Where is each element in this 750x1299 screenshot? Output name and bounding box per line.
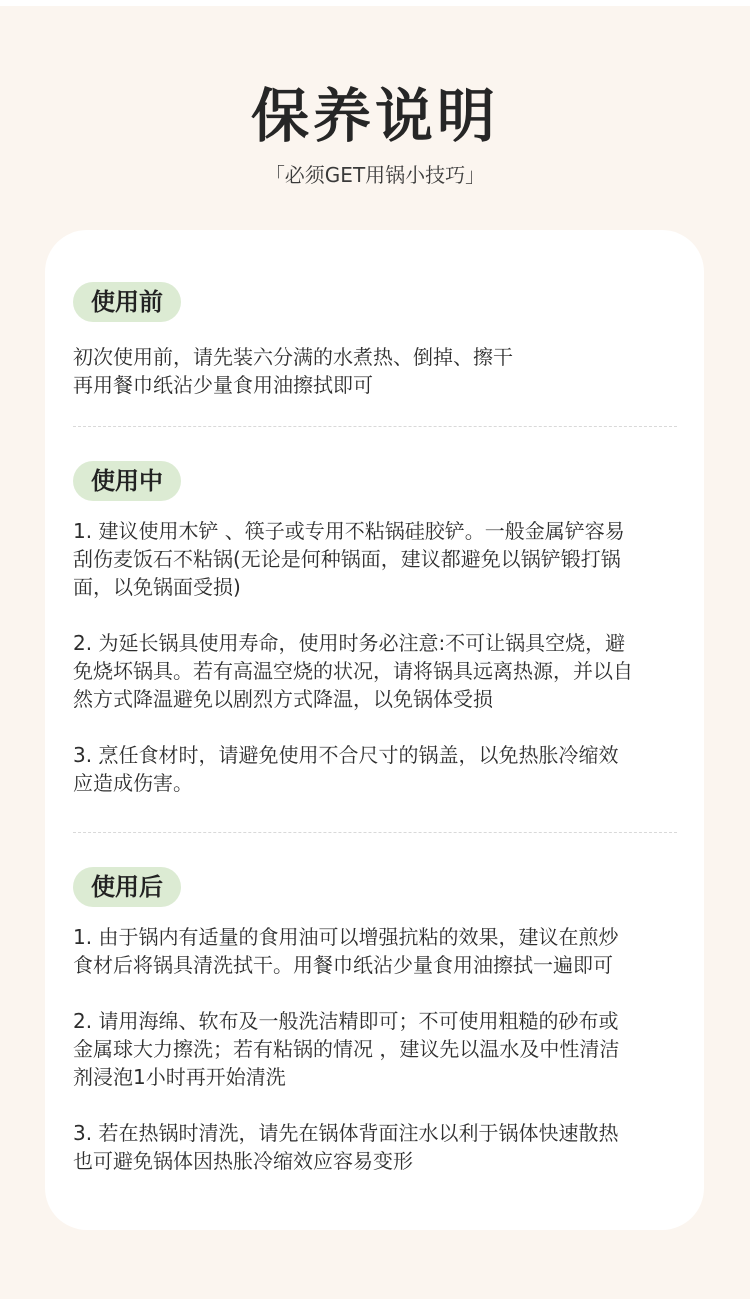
- after-use-tip-3: 3. 若在热锅时清洗，请先在锅体背面注水以利于锅体快速散热 也可避免锅体因热胀冷缩效应容易变形: [73, 1121, 619, 1173]
- during-use-tip-2: 2. 为延长锅具使用寿命，使用时务必注意:不可让锅具空烧，避 免烧坏锅具。若有高温空烧的状况，请将锅具远离热源，并以自 然方式降温避免以剧烈方式降温，以免锅体受损: [73, 631, 633, 711]
- during-use-tip-1: 1. 建议使用木铲 、筷子或专用不粘锅硅胶铲。一般金属铲容易 刮伤麦饭石不粘锅(无论是何种锅面，建议都避免以锅铲锻打锅 面，以免锅面受损): [73, 519, 625, 599]
- before-use-text: 初次使用前，请先装六分满的水煮热、倒掉、擦干 再用餐巾纸沾少量食用油擦拭即可: [73, 345, 513, 397]
- section-divider: [73, 832, 677, 833]
- during-use-tip-3: 3. 烹任食材时，请避免使用不合尺寸的锅盖，以免热胀冷缩效 应造成伤害。: [73, 743, 619, 795]
- after-use-tip-2: 2. 请用海绵、软布及一般洗洁精即可；不可使用粗糙的砂布或 金属球大力擦洗；若有粘锅的情况 ，建议先以温水及中性清洁 剂浸泡1小时再开始清洗: [73, 1009, 620, 1089]
- section-heading-after-use: 使用后: [73, 867, 181, 907]
- section-divider: [73, 426, 677, 427]
- section-heading-during-use: 使用中: [73, 461, 181, 501]
- page-subtitle: 「必须GET用锅小技巧」: [264, 163, 486, 187]
- top-strip: [0, 0, 750, 6]
- section-heading-before-use: 使用前: [73, 282, 181, 322]
- care-instructions-card: [45, 230, 704, 1230]
- after-use-tip-1: 1. 由于锅内有适量的食用油可以增强抗粘的效果，建议在煎炒 食材后将锅具清洗拭干。用餐巾纸沾少量食用油擦拭一遍即可: [73, 925, 619, 977]
- section-after-use: [73, 867, 677, 1175]
- page-title: 保养说明: [250, 82, 499, 150]
- section-before-use: [73, 282, 677, 399]
- section-during-use: [73, 461, 677, 797]
